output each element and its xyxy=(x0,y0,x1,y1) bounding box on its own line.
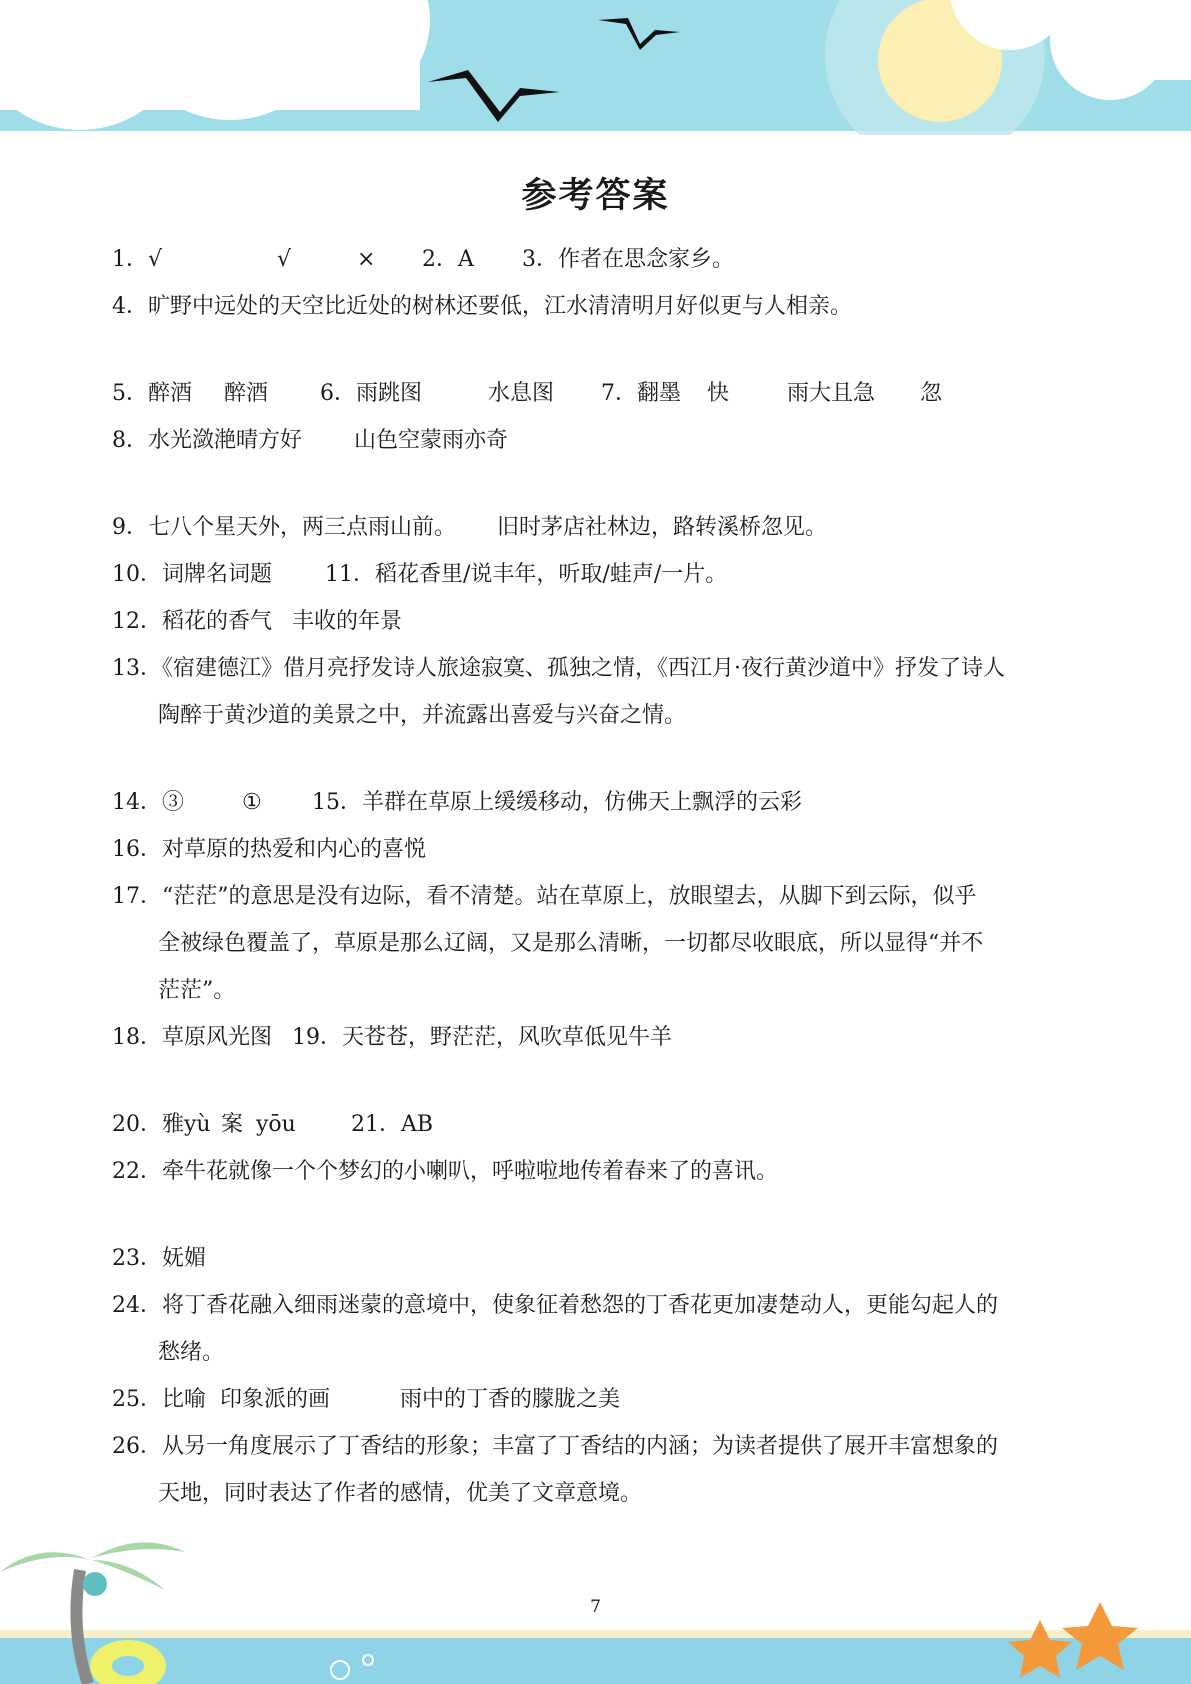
answer-text: 水息图 xyxy=(488,381,555,406)
answer-text: 23．妩媚 xyxy=(112,1246,206,1271)
answer-line xyxy=(112,1376,1082,1423)
answer-text: 全被绿色覆盖了，草原是那么辽阔，又是那么清晰，一切都尽收眼底，所以显得“并不 xyxy=(158,931,984,956)
answer-text: 愁绪。 xyxy=(158,1340,225,1365)
answer-line xyxy=(112,1235,1082,1282)
answer-line xyxy=(112,598,1082,645)
header-decoration xyxy=(0,0,1191,135)
answer-line xyxy=(112,1101,1082,1148)
answer-line-continuation xyxy=(112,920,1082,967)
answer-line xyxy=(112,645,1082,692)
answer-text: √ xyxy=(277,247,292,272)
answer-text: 22．牵牛花就像一个个梦幻的小喇叭，呼啦啦地传着春来了的喜讯。 xyxy=(112,1159,778,1184)
answer-line xyxy=(112,551,1082,598)
answer-line xyxy=(112,417,1082,464)
answer-text: ① xyxy=(242,790,262,815)
answer-text: 山色空蒙雨亦奇 xyxy=(354,428,509,453)
answer-text: 12．稻花的香气 xyxy=(112,609,272,634)
answer-text: 词题 xyxy=(228,562,273,587)
answer-text: 10．词牌名 xyxy=(112,562,228,587)
answer-line xyxy=(112,1148,1082,1195)
answer-line xyxy=(112,1014,1082,1061)
answer-list xyxy=(112,236,1082,1517)
answer-line xyxy=(112,236,1082,283)
answer-text: 25．比喻 xyxy=(112,1387,206,1412)
answer-line xyxy=(112,504,1082,551)
answer-line xyxy=(112,779,1082,826)
answer-text: 11．稻花香里/说丰年，听取/蛙声/一片。 xyxy=(325,562,728,587)
answer-text: 8．水光潋滟晴方好 xyxy=(112,428,302,453)
answer-text: 24．将丁香花融入细雨迷蒙的意境中，使象征着愁怨的丁香花更加凄楚动人，更能勾起人的 xyxy=(112,1293,998,1318)
answer-text: 快 xyxy=(707,381,730,406)
answer-text: 天地，同时表达了作者的感情，优美了文章意境。 xyxy=(158,1481,643,1506)
answer-text: B xyxy=(416,1112,434,1137)
answer-text: 印象派的画 xyxy=(220,1387,331,1412)
answer-text: 26．从另一角度展示了丁香结的形象；丰富了丁香结的内涵；为读者提供了展开丰富想象的 xyxy=(112,1434,998,1459)
answer-text: 18．草原风光图 xyxy=(112,1025,272,1050)
answer-text: 雨中的丁香的朦胧之美 xyxy=(400,1387,621,1412)
answer-text: 7．翻墨 xyxy=(601,381,681,406)
answer-text: 6．雨跳图 xyxy=(320,381,422,406)
answer-text: 9．七八个星天外，两三点雨山前。 xyxy=(112,515,456,540)
answer-text: 案 xyxy=(221,1112,244,1137)
answer-line xyxy=(112,370,1082,417)
answer-line-continuation xyxy=(112,692,1082,739)
answer-text: yōu xyxy=(256,1112,296,1137)
answer-text: 丰收的年景 xyxy=(292,609,403,634)
answer-text: 1．√ xyxy=(112,247,163,272)
answer-line xyxy=(112,283,1082,330)
answer-line-continuation xyxy=(112,967,1082,1014)
answer-text: 5．醉酒 xyxy=(112,381,192,406)
answer-text: 雨大且急 xyxy=(787,381,876,406)
answer-line xyxy=(112,826,1082,873)
answer-text: 茫茫”。 xyxy=(158,978,236,1003)
answer-text: 醉酒 xyxy=(224,381,269,406)
answer-text: 旧时茅店社林边，路转溪桥忽见。 xyxy=(497,515,828,540)
answer-text: 忽 xyxy=(920,381,943,406)
answer-text: 19．天苍苍，野茫茫，风吹草低见牛羊 xyxy=(292,1025,672,1050)
footer-decoration xyxy=(0,1530,1191,1684)
answer-text: 3．作者在思念家乡。 xyxy=(522,247,734,272)
answer-text: 17．“茫茫”的意思是没有边际，看不清楚。站在草原上，放眼望去，从脚下到云际，似乎 xyxy=(112,884,977,909)
answer-text: 陶醉于黄沙道的美景之中，并流露出喜爱与兴奋之情。 xyxy=(158,703,687,728)
answer-line xyxy=(112,1282,1082,1329)
answer-text: 13．《宿建德江》借月亮抒发诗人旅途寂寞、孤独之情，《西江月·夜行黄沙道中》抒发了诗人 xyxy=(112,656,1005,681)
answer-text: yù xyxy=(184,1112,211,1137)
answer-text: 15．羊群在草原上缓缓移动，仿佛天上飘浮的云彩 xyxy=(312,790,802,815)
answer-text: 2．A xyxy=(422,247,474,272)
answer-text: 21．A xyxy=(351,1112,417,1137)
page-number: 7 xyxy=(590,1597,601,1617)
answer-text: 16．对草原的热爱和内心的喜悦 xyxy=(112,837,426,862)
answer-text: 20．雅 xyxy=(112,1112,184,1137)
answer-line xyxy=(112,1423,1082,1470)
page-title: 参考答案 xyxy=(521,176,670,216)
answer-text: 14．③ xyxy=(112,790,184,815)
answer-line xyxy=(112,873,1082,920)
answer-line-continuation xyxy=(112,1470,1082,1517)
answer-text: 4．旷野中远处的天空比近处的树林还要低，江水清清明月好似更与人相亲。 xyxy=(112,294,852,319)
answer-text: × xyxy=(357,247,376,272)
answer-line-continuation xyxy=(112,1329,1082,1376)
